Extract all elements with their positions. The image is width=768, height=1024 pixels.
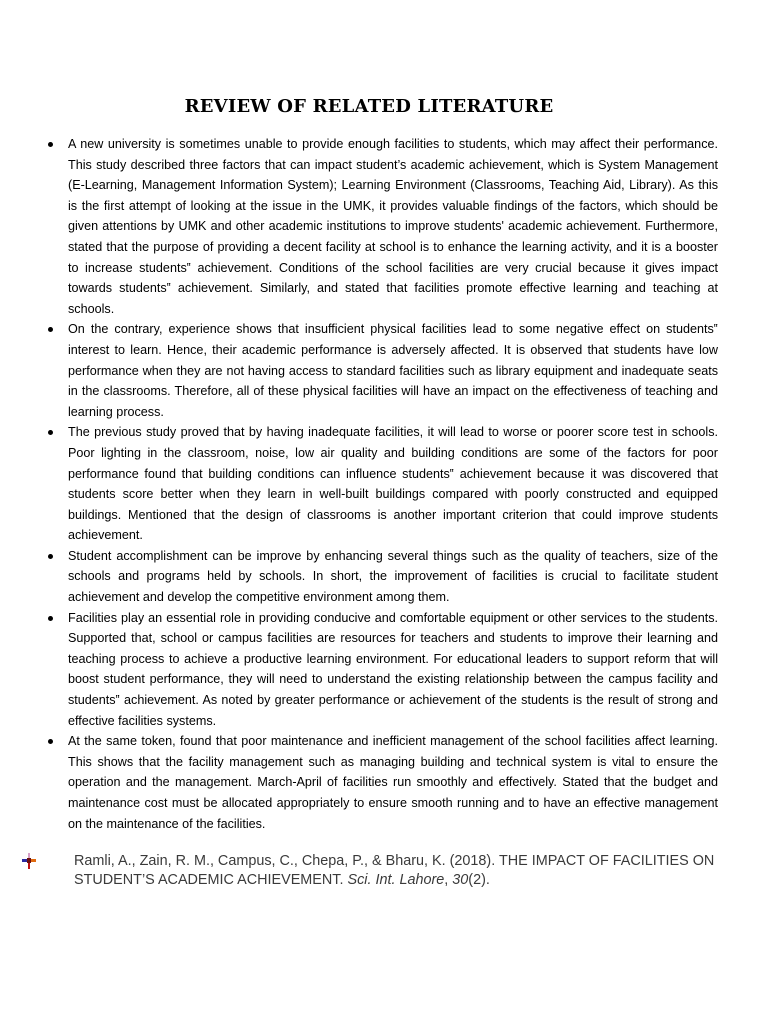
arrow-bullet-icon [22,853,36,869]
bullet-icon [48,554,53,559]
citation-authors-title: Ramli, A., Zain, R. M., Campus, C., Chepa, P., & Bharu, K. (2018). THE IMPACT OF FACILITIES ON STUDENT’S ACADEMIC ACHIEVEMENT. [74,853,715,888]
citation-reference [74,852,724,890]
list-item [68,608,718,732]
citation-separator: , [444,872,453,888]
page-title: REVIEW OF RELATED LITERATURE [184,96,554,117]
paragraph-text: A new university is sometimes unable to provide enough facilities to students, which may affect their performance. This study described three factors that can impact student’s academic achievement, which is System Management (E-Learning, Management Information System); Learning Environment (Classrooms, Teaching Aid, Library). As this is the first attempt of looking at the issue in the UMK, it provides valuable findings of the factors, which should be given attentions by UMK and other academic institutions to improve students' academic achievement. Furthermore, stated that the purpose of providing a decent facility at school is to enhance the learning activity, and it is a booster to increase students‟ achievement. Conditions of the school facilities are very crucial because it gives impact towards students‟ achievement. Similarly, and stated that facilities promote effective learning and teaching at schools. [68,137,718,316]
bullet-icon [48,142,53,147]
citation-issue: (2). [468,872,490,888]
list-item [68,319,718,422]
bullet-icon [48,616,53,621]
bullet-icon [48,327,53,332]
list-item [68,731,718,834]
citation-journal: Sci. Int. Lahore [347,872,445,888]
list-item [68,422,718,546]
paragraph-text: Student accomplishment can be improve by enhancing several things such as the quality of teachers, size of the schools and programs held by schools. In short, the improvement of facilities is crucial to facilitate student achievement and develop the competitive environment among them. [68,548,718,605]
paragraph-text: At the same token, found that poor maintenance and inefficient management of the school facilities affect learning. This shows that the facility management such as managing building and technical system is vital to ensure the operation and the management. March-April of facilities run smoothly and effectively. Stated that the budget and maintenance cost must be allocated appropriately to ensure smooth running and to have an effective management on the maintenance of the facilities. [68,734,718,831]
citation-volume: 30 [452,872,469,888]
paragraph-text: On the contrary, experience shows that insufficient physical facilities lead to some negative effect on students‟ interest to learn. Hence, their academic performance is adversely affected. It is observed that students have low performance when they are not having access to standard facilities such as library equipment and inadequate seats in the classrooms. Therefore, all of these physical facilities will have an impact on the effectiveness of teaching and learning process. [68,322,718,419]
paragraph-text: The previous study proved that by having inadequate facilities, it will lead to worse or poorer score test in schools. Poor lighting in the classroom, noise, low air quality and building conditions are some of the factors for poor performance found that building conditions can influence students‟ achievement because it was discovered that students score better when they learn in well-built buildings compared with poorly constructed and equipped buildings. Mentioned that the design of classrooms is another important criterion that could improve students achievement. [68,425,718,543]
bullet-icon [48,739,53,744]
list-item [68,134,718,319]
paragraph-text: Facilities play an essential role in providing conducive and comfortable equipment or other services to the students. Supported that, school or campus facilities are resources for teachers and students to improve their learning and teaching process to achieve a productive learning environment. For educational leaders to support reform that will boost student performance, they will need to understand the existing relationship between the campus facility and students‟ achievement. As noted by greater performance or achievement of the students is the result of strong and effective facilities systems. [68,610,718,728]
list-item [68,546,718,608]
bullet-list [68,134,718,834]
bullet-icon [48,430,53,435]
